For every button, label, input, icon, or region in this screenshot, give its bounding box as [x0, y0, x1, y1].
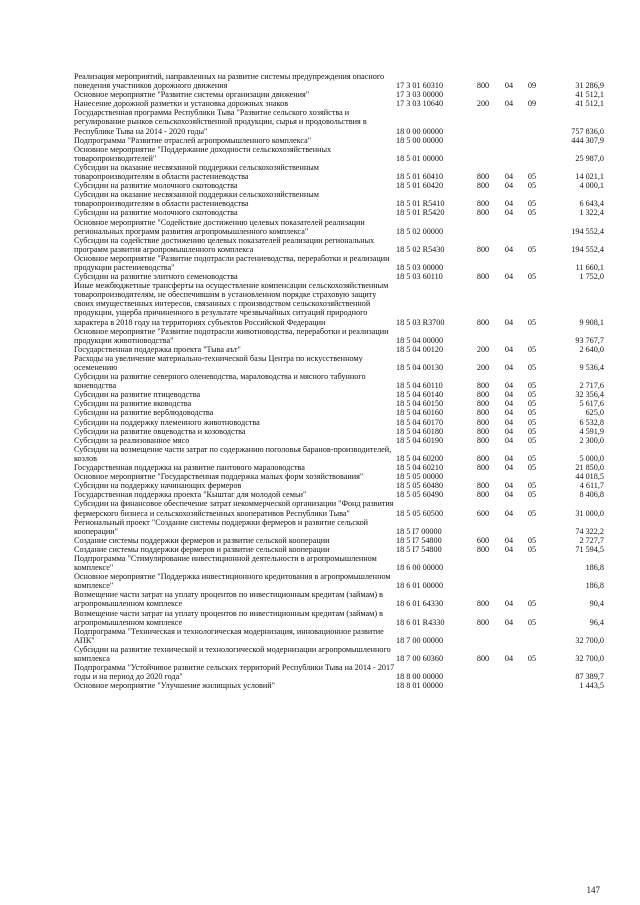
row-section — [498, 627, 520, 645]
row-section: 04 — [504, 381, 514, 391]
row-section: 04 — [504, 99, 514, 109]
row-expense-type: 800 — [476, 317, 490, 327]
table-row — [74, 427, 604, 436]
row-subsection: 05 — [527, 408, 537, 418]
row-code: 18 6 01 64330 — [396, 599, 444, 609]
row-subsection: 05 — [527, 244, 537, 254]
row-amount: 194 552,4 — [571, 226, 604, 236]
row-expense-type — [468, 136, 498, 145]
row-expense-type: 800 — [476, 399, 490, 409]
row-code: 18 5 03 R3700 — [396, 317, 445, 327]
row-name: Субсидии на возмещение части затрат по содержанию поголовья баранов-производителей, козлов — [74, 444, 392, 463]
table-row — [74, 536, 604, 545]
row-amount: 87 389,7 — [575, 672, 604, 682]
row-code: 18 5 05 60490 — [396, 490, 444, 500]
table-row — [74, 345, 604, 354]
row-section: 04 — [504, 317, 514, 327]
row-code: 18 5 04 60200 — [396, 453, 444, 463]
row-code: 18 8 00 00000 — [396, 672, 444, 682]
row-expense-type — [468, 108, 498, 135]
row-code: 18 0 00 00000 — [396, 126, 444, 136]
row-name: Субсидии на финансовое обеспечение затрат некоммерческой организации "Фонд развития фермерского бизнеса и сельскохозяйственных кооперативов Республики Тыва" — [74, 499, 394, 518]
row-subsection: 05 — [527, 599, 537, 609]
table-row — [74, 572, 604, 590]
row-expense-type — [468, 327, 498, 345]
row-name: Субсидии за реализованное мясо — [74, 435, 190, 445]
row-amount: 31 000,0 — [575, 508, 604, 518]
row-section: 04 — [504, 81, 514, 91]
row-name: Подпрограмма "Развитие отраслей агропромышленного комплекса" — [74, 135, 312, 145]
row-expense-type: 800 — [476, 463, 490, 473]
row-code: 18 5 I7 00000 — [396, 526, 442, 536]
row-section: 04 — [504, 453, 514, 463]
row-expense-type: 800 — [476, 81, 490, 91]
table-row — [74, 627, 604, 645]
row-code: 18 5 05 00000 — [396, 472, 444, 482]
table-row — [74, 136, 604, 145]
row-code: 18 5 01 60410 — [396, 172, 444, 182]
row-amount: 194 552,4 — [571, 244, 604, 254]
row-amount: 90,4 — [589, 599, 604, 609]
row-name: Основное мероприятие "Государственная поддержка малых форм хозяйствования" — [74, 472, 364, 482]
row-section: 04 — [504, 417, 514, 427]
row-code: 18 5 04 60170 — [396, 417, 444, 427]
row-code: 18 5 00 00000 — [396, 135, 444, 145]
row-code: 18 5 04 60210 — [396, 463, 444, 473]
row-section — [498, 108, 520, 135]
row-subsection — [520, 681, 544, 690]
table-row — [74, 681, 604, 690]
row-subsection: 05 — [527, 390, 537, 400]
row-subsection — [520, 518, 544, 536]
row-subsection: 05 — [527, 381, 537, 391]
row-subsection — [520, 145, 544, 163]
row-name: Субсидии на поддержку племенного животноводства — [74, 417, 260, 427]
table-row — [74, 254, 604, 272]
row-section: 04 — [504, 535, 514, 545]
row-amount: 625,0 — [585, 408, 604, 418]
row-amount: 757 836,0 — [571, 126, 604, 136]
row-subsection — [520, 136, 544, 145]
row-expense-type — [468, 518, 498, 536]
row-name: Субсидии на развитие овцеводства и козоводства — [74, 426, 246, 436]
row-subsection: 05 — [527, 435, 537, 445]
row-section — [498, 681, 520, 690]
row-amount: 186,8 — [585, 581, 604, 591]
table-row — [74, 545, 604, 554]
row-section: 04 — [504, 244, 514, 254]
row-subsection: 05 — [527, 181, 537, 191]
row-name: Субсидии на развитие яководства — [74, 399, 192, 409]
row-section — [498, 327, 520, 345]
row-amount: 71 594,5 — [575, 544, 604, 554]
row-code: 17 3 01 60310 — [396, 81, 444, 91]
row-section: 04 — [504, 544, 514, 554]
row-code: 18 5 02 00000 — [396, 226, 444, 236]
row-expense-type: 800 — [476, 199, 490, 209]
row-subsection: 05 — [527, 481, 537, 491]
row-subsection: 05 — [527, 199, 537, 209]
row-section: 04 — [504, 435, 514, 445]
row-section: 04 — [504, 344, 514, 354]
row-code: 18 5 02 R5430 — [396, 244, 445, 254]
row-amount: 41 512,1 — [575, 99, 604, 109]
row-expense-type: 800 — [476, 435, 490, 445]
row-amount: 25 987,0 — [575, 153, 604, 163]
table-row — [74, 645, 604, 663]
row-name: Субсидии на оказание несвязанной поддержки сельскохозяйственным товаропроизводителям в области растениеводства — [74, 190, 319, 209]
row-name: Основное мероприятие "Поддержка инвестиционного кредитования в агропромышленном комплексе" — [74, 572, 391, 591]
row-code: 18 7 00 60360 — [396, 654, 444, 663]
row-amount: 32 700,0 — [575, 654, 604, 663]
row-code: 18 5 I7 54800 — [396, 544, 442, 554]
row-code: 18 8 01 00000 — [396, 681, 444, 691]
row-subsection: 05 — [527, 363, 537, 372]
row-section: 04 — [504, 390, 514, 400]
row-subsection: 05 — [527, 417, 537, 427]
row-code: 18 5 04 60190 — [396, 435, 444, 445]
row-name: Государственная программа Республики Тыва "Развитие сельского хозяйства и регулирование рынков сельскохозяйственной продукции, сырья и продовольствия в Республике Тыва на 2014 - 2020 годы" — [74, 108, 367, 136]
row-name: Создание системы поддержки фермеров и развитие сельской кооперации — [74, 544, 330, 554]
row-expense-type: 800 — [476, 544, 490, 554]
row-subsection: 05 — [527, 544, 537, 554]
row-name: Субсидии на оказание несвязанной поддержки сельскохозяйственным товаропроизводителям в области растениеводства — [74, 162, 319, 182]
row-subsection: 05 — [527, 453, 537, 463]
row-name: Субсидии на содействие достижению целевых показателей реализации региональных программ развития агропромышленного комплекса — [74, 235, 375, 254]
row-code: 18 5 01 00000 — [396, 153, 444, 163]
row-section: 04 — [504, 363, 514, 372]
row-subsection: 05 — [527, 272, 537, 282]
row-expense-type: 800 — [476, 244, 490, 254]
budget-table — [74, 72, 604, 690]
row-expense-type — [468, 627, 498, 645]
row-subsection: 05 — [527, 535, 537, 545]
row-subsection: 05 — [527, 172, 537, 182]
row-subsection — [520, 572, 544, 590]
row-amount: 14 021,1 — [575, 172, 604, 182]
row-name: Государственная поддержка проекта "Кыштаг для молодой семьи" — [74, 490, 307, 500]
row-amount: 5 000,0 — [579, 453, 604, 463]
row-code: 18 5 04 60150 — [396, 399, 444, 409]
row-section: 04 — [504, 490, 514, 500]
row-expense-type — [468, 681, 498, 690]
row-name: Возмещение части затрат на уплату процентов по инвестиционным кредитам (займам) в агропромышленном комплексе — [74, 608, 383, 627]
row-amount: 1 752,0 — [579, 272, 604, 282]
row-subsection: 05 — [527, 490, 537, 500]
row-section — [498, 90, 520, 99]
row-expense-type: 800 — [476, 654, 490, 663]
row-code: 18 5 I7 54800 — [396, 535, 442, 545]
row-name: Субсидии на развитие технической и технологической модернизации агропромышленного комплекса — [74, 644, 391, 663]
table-row — [74, 590, 604, 608]
table-row — [74, 236, 604, 254]
row-expense-type: 200 — [476, 99, 490, 109]
row-section: 04 — [504, 508, 514, 518]
row-expense-type: 800 — [476, 381, 490, 391]
row-name: Субсидии на развитие элитного семеноводства — [74, 272, 238, 282]
row-name: Создание системы поддержки фермеров и развитие сельской кооперации — [74, 535, 330, 545]
table-row — [74, 99, 604, 108]
row-section: 04 — [504, 208, 514, 218]
table-row — [74, 418, 604, 427]
row-code: 18 5 03 60110 — [396, 272, 443, 282]
row-name: Основное мероприятие "Развитие подотрасли растениеводства, переработки и реализации продукции растениеводства" — [74, 253, 390, 272]
row-subsection: 05 — [527, 617, 537, 627]
table-row — [74, 208, 604, 217]
row-subsection: 09 — [527, 99, 537, 109]
row-amount: 4 591,9 — [579, 426, 604, 436]
table-body — [74, 72, 604, 690]
row-code: 18 5 01 R5420 — [396, 208, 445, 218]
row-subsection: 05 — [527, 426, 537, 436]
row-section — [498, 218, 520, 236]
table-row — [74, 481, 604, 490]
row-code: 18 5 04 60140 — [396, 390, 444, 400]
row-code: 18 5 04 60160 — [396, 408, 444, 418]
row-expense-type — [468, 90, 498, 99]
row-name: Подпрограмма "Устойчивое развитие сельских территорий Республики Тыва на 2014 - 2017 годы и на период до 2020 года" — [74, 663, 395, 682]
row-amount: 6 643,4 — [579, 199, 604, 209]
row-section: 04 — [504, 617, 514, 627]
table-row — [74, 281, 604, 326]
table-row — [74, 190, 604, 208]
row-subsection — [520, 218, 544, 236]
row-amount: 96,4 — [589, 617, 604, 627]
row-code: 18 6 00 00000 — [396, 563, 444, 573]
row-code: 18 5 03 00000 — [396, 262, 444, 272]
row-expense-type: 600 — [476, 535, 490, 545]
row-name: Подпрограмма "Стимулирование инвестиционной деятельности в агропромышленном комплексе" — [74, 553, 377, 573]
row-section: 04 — [504, 481, 514, 491]
row-amount: 186,8 — [585, 563, 604, 573]
row-expense-type: 800 — [476, 181, 490, 191]
row-subsection: 05 — [527, 317, 537, 327]
row-section — [498, 472, 520, 481]
row-amount: 4 611,7 — [579, 481, 604, 491]
table-row — [74, 90, 604, 99]
row-name: Субсидии на поддержку начинающих фермеров — [74, 481, 242, 491]
row-section: 04 — [504, 426, 514, 436]
row-expense-type: 800 — [476, 426, 490, 436]
row-code: 18 5 05 60500 — [396, 508, 444, 518]
row-code: 18 7 00 00000 — [396, 635, 444, 645]
row-section — [498, 145, 520, 163]
row-expense-type: 800 — [476, 208, 490, 218]
row-subsection: 05 — [527, 654, 537, 663]
row-section — [498, 254, 520, 272]
row-amount: 1 443,5 — [579, 681, 604, 691]
row-amount: 2 717,6 — [579, 381, 604, 391]
row-name: Субсидии на развитие верблюдоводства — [74, 408, 214, 418]
row-section: 04 — [504, 199, 514, 209]
row-amount: 11 660,1 — [575, 262, 604, 272]
row-name: Основное мероприятие "Содействие достижению целевых показателей реализации региональных программ развития агропромышленного комплекса" — [74, 217, 365, 236]
row-name: Подпрограмма "Техническая и технологическая модернизация, инновационное развитие АПК" — [74, 626, 384, 645]
table-row — [74, 490, 604, 499]
row-section: 04 — [504, 399, 514, 409]
row-expense-type — [468, 472, 498, 481]
row-section — [498, 663, 520, 681]
row-amount: 41 512,1 — [575, 90, 604, 100]
row-code: 18 5 04 60110 — [396, 381, 443, 391]
row-section: 04 — [504, 172, 514, 182]
table-row — [74, 372, 604, 390]
row-code: 18 5 04 00130 — [396, 363, 444, 372]
row-subsection — [520, 108, 544, 135]
table-row — [74, 499, 604, 517]
row-subsection: 05 — [527, 508, 537, 518]
row-amount: 21 850,0 — [575, 463, 604, 473]
row-amount: 2 300,0 — [579, 435, 604, 445]
table-row — [74, 354, 604, 372]
table-row — [74, 518, 604, 536]
table-row — [74, 163, 604, 181]
row-expense-type: 800 — [476, 272, 490, 282]
row-section — [498, 554, 520, 572]
table-row — [74, 609, 604, 627]
row-section: 04 — [504, 181, 514, 191]
row-subsection — [520, 254, 544, 272]
row-amount: 4 000,1 — [579, 181, 604, 191]
row-code: 18 5 01 R5410 — [396, 199, 445, 209]
row-amount: 9 908,1 — [579, 317, 604, 327]
row-expense-type: 800 — [476, 490, 490, 500]
row-name: Основное мероприятие "Улучшение жилищных условий" — [74, 681, 276, 691]
row-amount: 32 700,0 — [575, 635, 604, 645]
row-amount: 44 018,5 — [575, 472, 604, 482]
row-name: Нанесение дорожной разметки и установка дорожных знаков — [74, 99, 289, 109]
row-expense-type: 800 — [476, 617, 490, 627]
row-code: 18 6 01 R4330 — [396, 617, 445, 627]
row-subsection — [520, 663, 544, 681]
row-subsection — [520, 554, 544, 572]
table-row — [74, 390, 604, 399]
row-amount: 8 406,8 — [579, 490, 604, 500]
row-expense-type: 200 — [476, 344, 490, 354]
row-section: 04 — [504, 654, 514, 663]
row-subsection — [520, 627, 544, 645]
row-expense-type — [468, 663, 498, 681]
table-row — [74, 472, 604, 481]
row-subsection: 05 — [527, 208, 537, 218]
row-expense-type — [468, 218, 498, 236]
row-section: 04 — [504, 272, 514, 282]
row-amount: 74 322,2 — [575, 526, 604, 536]
row-name: Расходы на увеличение материально-технической базы Центра по искусственному осеменению — [74, 353, 363, 372]
row-name: Государственная поддержка на развитие пантового мараловодства — [74, 463, 305, 473]
row-section: 04 — [504, 599, 514, 609]
row-amount: 9 536,4 — [579, 363, 604, 372]
row-subsection — [520, 472, 544, 481]
row-expense-type: 200 — [476, 363, 490, 372]
table-row — [74, 218, 604, 236]
row-amount: 2 727,7 — [579, 535, 604, 545]
row-code: 18 5 05 60480 — [396, 481, 444, 491]
row-amount: 6 532,8 — [579, 417, 604, 427]
table-row — [74, 554, 604, 572]
table-row — [74, 108, 604, 135]
row-expense-type: 800 — [476, 172, 490, 182]
table-row — [74, 445, 604, 463]
row-code: 18 5 01 60420 — [396, 181, 444, 191]
row-subsection: 05 — [527, 399, 537, 409]
row-code: 17 3 03 10640 — [396, 99, 444, 109]
row-subsection: 09 — [527, 81, 537, 91]
row-expense-type — [468, 145, 498, 163]
row-expense-type: 800 — [476, 417, 490, 427]
table-row — [74, 436, 604, 445]
row-name: Иные межбюджетные трансферты на осуществление компенсации сельскохозяйственным товаропроизводителям, не обеспечившим в установленном порядке страховую защиту своих имущественных интересов, связанных с производством сельскохозяйственной продукции, ущерба причиненного в результате чрезвычайных ситуаций природного характера в 2018 году на территориях субъектов Российской Федерации — [74, 281, 389, 327]
row-subsection: 05 — [527, 344, 537, 354]
row-name: Реализация мероприятий, направленных на развитие системы предупреждения опасного поведения участников дорожного движения — [74, 72, 385, 91]
row-expense-type — [468, 554, 498, 572]
row-name: Основное мероприятие "Поддержание доходности сельскохозяйственных товаропроизводителей" — [74, 144, 332, 163]
table-row — [74, 145, 604, 163]
table-row — [74, 181, 604, 190]
row-amount: 5 617,6 — [579, 399, 604, 409]
table-row — [74, 72, 604, 90]
row-name: Основное мероприятие "Развитие системы организации движения" — [74, 90, 310, 100]
row-name: Субсидии на развитие молочного скотоводства — [74, 208, 238, 218]
row-subsection — [520, 90, 544, 99]
row-section: 04 — [504, 463, 514, 473]
row-section — [498, 136, 520, 145]
row-expense-type: 800 — [476, 408, 490, 418]
row-code: 18 6 01 00000 — [396, 581, 444, 591]
table-row — [74, 399, 604, 408]
row-code: 18 5 04 00120 — [396, 344, 444, 354]
row-code: 18 5 04 60180 — [396, 426, 444, 436]
row-name: Государственная поддержка проекта "Тыва аът" — [74, 344, 241, 354]
table-row — [74, 463, 604, 472]
row-amount: 32 356,4 — [575, 390, 604, 400]
row-name: Субсидии на развитие молочного скотоводства — [74, 181, 238, 191]
row-name: Основное мероприятие "Развитие подотрасли животноводства, переработки и реализации продукции животноводства" — [74, 326, 389, 345]
row-section — [498, 572, 520, 590]
row-expense-type: 800 — [476, 390, 490, 400]
row-expense-type — [468, 572, 498, 590]
row-code: 18 5 04 00000 — [396, 335, 444, 345]
row-name: Субсидии на развитие северного оленеводства, мараловодства и мясного табунного коневодства — [74, 372, 366, 391]
row-expense-type: 600 — [476, 508, 490, 518]
page-number: 147 — [586, 885, 600, 895]
row-expense-type: 800 — [476, 481, 490, 491]
row-amount: 444 307,9 — [571, 135, 604, 145]
row-name: Возмещение части затрат на уплату процентов по инвестиционным кредитам (займам) в агропромышленном комплексе — [74, 590, 383, 609]
row-subsection — [520, 327, 544, 345]
row-name: Субсидии на развитие птицеводства — [74, 390, 201, 400]
row-expense-type: 800 — [476, 453, 490, 463]
row-expense-type — [468, 254, 498, 272]
row-subsection: 05 — [527, 463, 537, 473]
row-code: 17 3 03 00000 — [396, 90, 444, 100]
row-amount: 1 322,4 — [579, 208, 604, 218]
table-row — [74, 327, 604, 345]
row-name: Региональный проект "Создание системы поддержки фермеров и развитие сельской кооперации" — [74, 517, 369, 536]
row-section: 04 — [504, 408, 514, 418]
row-amount: 31 286,9 — [575, 81, 604, 91]
table-row — [74, 272, 604, 281]
row-amount: 2 640,0 — [579, 344, 604, 354]
row-expense-type: 800 — [476, 599, 490, 609]
table-row — [74, 663, 604, 681]
row-amount: 93 767,7 — [575, 335, 604, 345]
table-row — [74, 408, 604, 417]
row-section — [498, 518, 520, 536]
